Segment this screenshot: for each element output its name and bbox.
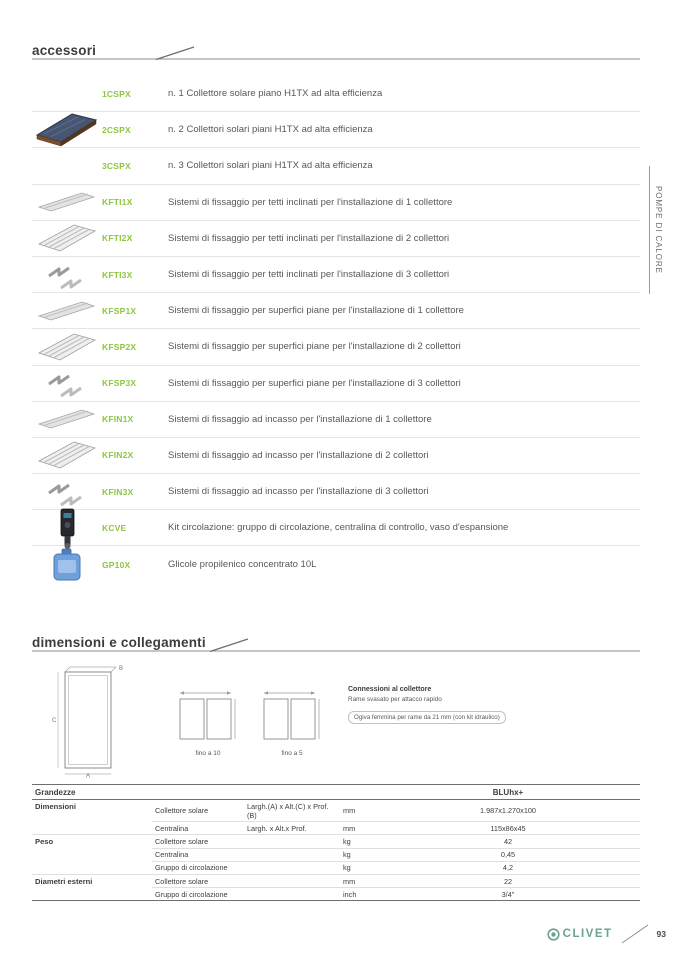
spec-unit: mm <box>340 874 376 887</box>
accessory-row <box>32 221 640 257</box>
spec-item: Gruppo di circolazione <box>152 888 244 901</box>
spec-unit: kg <box>340 848 376 861</box>
accessory-row <box>32 510 640 546</box>
mounting-bracket-icon <box>32 257 102 292</box>
spec-unit: mm <box>340 822 376 835</box>
page-footer <box>547 923 666 945</box>
spec-header-grandezze: Grandezze <box>32 785 376 800</box>
spec-unit: mm <box>340 800 376 822</box>
collector-width-dim-label: A <box>86 773 91 778</box>
accessory-description: Sistemi di fissaggio ad incasso per l'installazione di 2 collettori <box>168 449 429 461</box>
clivet-logo-icon <box>547 928 560 941</box>
mounting-bracket-icon <box>32 474 102 509</box>
spec-detail: Largh. x Alt.x Prof. <box>244 822 340 835</box>
mounting-grid-graphic <box>38 331 96 363</box>
circulation-kit-graphic <box>54 506 80 550</box>
series-connection-label: fino a 5 <box>281 750 303 757</box>
accessory-row <box>32 474 640 510</box>
mounting-grid-icon <box>32 438 102 473</box>
accessory-row <box>32 366 640 402</box>
accessory-code: KFTI1X <box>102 197 133 208</box>
spec-value: 4,2 <box>376 861 640 874</box>
parallel-connection-diagram <box>178 688 238 746</box>
spec-item: Collettore solare <box>152 800 244 822</box>
mounting-grid-icon <box>32 329 102 364</box>
spec-detail <box>244 835 340 848</box>
accessory-code: KFTI2X <box>102 233 133 244</box>
spec-detail <box>244 848 340 861</box>
mounting-bracket-icon <box>32 366 102 401</box>
spec-unit: inch <box>340 888 376 901</box>
spec-table <box>32 784 640 901</box>
collector-height-dim-label: C <box>52 718 57 724</box>
accessory-description: n. 1 Collettore solare piano H1TX ad alta efficienza <box>168 88 383 100</box>
page-number: 93 <box>656 929 666 939</box>
side-tab <box>649 166 663 294</box>
connections-note-title: Connessioni al collettore <box>348 686 432 693</box>
accessories-section-title: accessori <box>32 43 97 58</box>
accessory-code: KFSP2X <box>102 341 137 352</box>
spec-value: 115x86x45 <box>376 822 640 835</box>
spec-item: Collettore solare <box>152 835 244 848</box>
accessory-row <box>32 293 640 329</box>
accessory-row <box>32 257 640 293</box>
spec-detail <box>244 861 340 874</box>
accessory-description: Sistemi di fissaggio per superfici piane per l'installazione di 2 collettori <box>168 341 461 353</box>
accessory-row <box>32 546 640 582</box>
series-connection-diagram <box>262 688 322 746</box>
dimension-diagrams <box>32 662 640 784</box>
accessory-row <box>32 329 640 365</box>
mounting-grid-graphic <box>38 439 96 471</box>
accessory-code: KFSP1X <box>102 305 137 316</box>
side-tab-label: POMPE DI CALORE <box>654 186 663 274</box>
accessory-code: KFTI3X <box>102 269 133 280</box>
clivet-logo <box>547 928 613 941</box>
accessory-description: Sistemi di fissaggio per superfici piane per l'installazione di 1 collettore <box>168 305 464 317</box>
connections-note-line1: Rame svasato per attacco rapido <box>348 696 442 703</box>
spec-header-model: BLUhx+ <box>376 785 640 800</box>
mounting-bracket-graphic <box>44 475 90 509</box>
spec-row <box>32 800 640 822</box>
accessory-row <box>32 148 640 184</box>
accessory-row <box>32 402 640 438</box>
spec-item: Centralina <box>152 822 244 835</box>
accessory-row <box>32 112 640 148</box>
accessory-row <box>32 76 640 112</box>
accessory-description: n. 3 Collettori solari piani H1TX ad alta efficienza <box>168 160 373 172</box>
accessory-code: 2CSPX <box>102 124 131 135</box>
accessory-code: 1CSPX <box>102 88 131 99</box>
spec-header-row <box>32 785 640 800</box>
accessory-description: Sistemi di fissaggio per tetti inclinati per l'installazione di 1 collettore <box>168 196 453 208</box>
spec-item: Centralina <box>152 848 244 861</box>
mounting-bracket-graphic <box>44 258 90 292</box>
collector-front-diagram <box>52 664 130 778</box>
accessory-code: KFIN1X <box>102 414 134 425</box>
footer-diagonal-rule <box>620 923 650 945</box>
mounting-grid-icon <box>32 221 102 256</box>
mounting-grid-graphic <box>38 222 96 254</box>
dimensions-header-rule <box>32 638 640 656</box>
accessory-row <box>32 185 640 221</box>
spec-value: 0,45 <box>376 848 640 861</box>
mounting-rail-icon <box>32 185 102 220</box>
solar-panel-icon <box>32 112 102 147</box>
accessory-icon <box>32 76 102 111</box>
spec-item: Collettore solare <box>152 874 244 887</box>
spec-unit: kg <box>340 861 376 874</box>
accessory-description: Kit circolazione: gruppo di circolazione, centralina di controllo, vaso d'espansione <box>168 522 509 534</box>
accessory-description: Sistemi di fissaggio ad incasso per l'installazione di 1 collettore <box>168 413 432 425</box>
accessory-description: Sistemi di fissaggio per superfici piane per l'installazione di 3 collettori <box>168 377 461 389</box>
accessory-code: KFSP3X <box>102 378 137 389</box>
circulation-kit-icon <box>32 510 102 545</box>
accessories-header-rule <box>32 46 640 64</box>
accessory-code: 3CSPX <box>102 160 131 171</box>
mounting-rail-graphic <box>38 408 96 430</box>
spec-value: 42 <box>376 835 640 848</box>
clivet-logo-text: CLIVET <box>562 928 613 940</box>
collector-depth-dim-label: B <box>119 666 124 672</box>
accessory-code: KFIN3X <box>102 486 134 497</box>
spec-value: 22 <box>376 874 640 887</box>
mounting-bracket-graphic <box>44 366 90 400</box>
accessory-description: Sistemi di fissaggio ad incasso per l'installazione di 3 collettori <box>168 486 429 498</box>
parallel-connection-label: fino a 10 <box>195 750 221 757</box>
spec-group-name: Dimensioni <box>32 800 152 835</box>
accessory-description: Glicole propilenico concentrato 10L <box>168 559 317 571</box>
mounting-rail-icon <box>32 402 102 437</box>
spec-detail <box>244 888 340 901</box>
spec-value: 1.987x1.270x100 <box>376 800 640 822</box>
mounting-rail-graphic <box>38 300 96 322</box>
spec-detail: Largh.(A) x Alt.(C) x Prof.(B) <box>244 800 340 822</box>
spec-row <box>32 874 640 887</box>
accessory-description: Sistemi di fissaggio per tetti inclinati per l'installazione di 3 collettori <box>168 269 450 281</box>
accessory-code: KCVE <box>102 522 127 533</box>
accessories-table <box>32 76 640 583</box>
accessory-description: n. 2 Collettori solari piani H1TX ad alta efficienza <box>168 124 373 136</box>
solar-panel-graphic <box>36 111 98 149</box>
connections-note <box>348 686 523 724</box>
spec-table-body <box>32 800 640 901</box>
mounting-rail-icon <box>32 293 102 328</box>
accessory-row <box>32 438 640 474</box>
accessory-code: KFIN2X <box>102 450 134 461</box>
accessory-description: Sistemi di fissaggio per tetti inclinati per l'installazione di 2 collettori <box>168 232 450 244</box>
mounting-rail-graphic <box>38 191 96 213</box>
accessory-icon <box>32 148 102 183</box>
spec-item: Gruppo di circolazione <box>152 861 244 874</box>
spec-value: 3/4" <box>376 888 640 901</box>
connections-note-line2: Ogiva femmina per rame da 21 mm (con kit idraulico) <box>348 711 506 724</box>
spec-unit: kg <box>340 835 376 848</box>
spec-group-name: Diametri esterni <box>32 874 152 900</box>
accessory-code: GP10X <box>102 559 131 570</box>
spec-detail <box>244 874 340 887</box>
dimensions-section-title: dimensioni e collegamenti <box>32 635 206 650</box>
spec-row <box>32 835 640 848</box>
glycol-canister-graphic <box>50 547 84 583</box>
spec-group-name: Peso <box>32 835 152 875</box>
glycol-canister-icon <box>32 546 102 582</box>
